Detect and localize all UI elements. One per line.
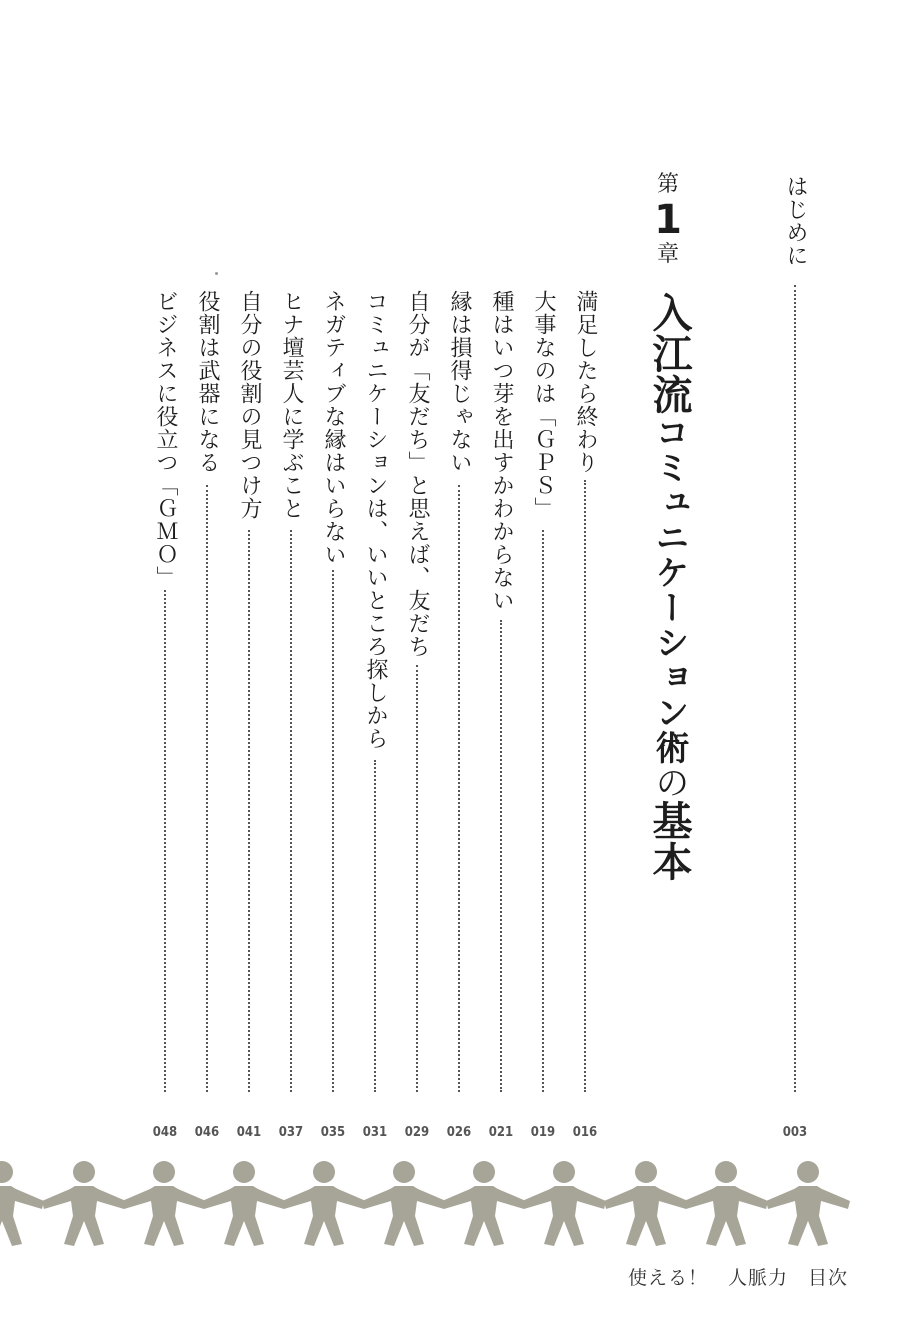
toc-entry[interactable] [316,290,350,1140]
page-number: 046 [194,1125,220,1140]
dotted-leader [584,480,586,1092]
dotted-leader [542,530,544,1092]
toc-entry[interactable] [232,290,266,1140]
page-number: 019 [530,1125,556,1140]
toc-entry-title: 大事なのは「ＧＰＳ」 [531,290,556,520]
chapter-title-part-b: コミュニケーション術 [649,415,689,765]
dotted-leader [500,620,502,1092]
toc-entry-title: 役割は武器になる [195,290,220,474]
person-figure-icon [282,1161,366,1246]
toc-entry[interactable] [568,290,602,1140]
toc-entry[interactable] [190,290,224,1140]
page-number: 037 [278,1125,304,1140]
toc-entry[interactable] [526,290,560,1140]
dotted-leader [248,530,250,1092]
toc-entry-title: 種はいつ芽を出すかわからない [489,290,514,612]
toc-entry-title: ヒナ壇芸人に学ぶこと [279,290,304,520]
chapter-title-part-c: の [649,765,689,800]
toc-entry[interactable] [358,290,392,1140]
dotted-leader [290,530,292,1092]
toc-entry[interactable] [442,290,476,1140]
dotted-leader [206,485,208,1092]
chapter-title [644,292,694,882]
toc-entry[interactable] [400,290,434,1140]
dotted-leader [164,590,166,1092]
person-figure-icon [684,1161,768,1246]
person-figure-icon [766,1161,850,1246]
chapter-title-part-a: 入江流 [646,292,692,415]
person-figure-icon [122,1161,206,1246]
dotted-leader [332,570,334,1092]
toc-entry-title: ネガティブな縁はいらない [321,290,346,566]
chapter-label [648,172,688,268]
toc-entry-title: ビジネスに役立つ「ＧＭＯ」 [153,290,178,589]
toc-entry-title: はじめに [783,175,808,267]
page-number: 003 [782,1125,808,1140]
dotted-leader [416,665,418,1092]
page-number: 031 [362,1125,388,1140]
toc-entry-intro[interactable] [778,175,812,1140]
person-figure-icon [0,1161,44,1246]
person-figure-icon [442,1161,526,1246]
person-figure-icon [604,1161,688,1246]
page-number: 035 [320,1125,346,1140]
toc-entry-title: 自分が「友だち」と思えば、友だち [405,290,430,658]
toc-entry[interactable] [484,290,518,1140]
dotted-leader [458,485,460,1092]
page-number: 026 [446,1125,472,1140]
page-number: 016 [572,1125,598,1140]
toc-entry-title: 縁は損得じゃない [447,290,472,474]
person-figure-icon [522,1161,606,1246]
chapter-label-suffix: 章 [656,242,679,267]
people-chain-illustration [0,1160,900,1250]
page-number: 041 [236,1125,262,1140]
toc-entry-title: 満足したら終わり [573,290,598,474]
toc-entry-title: 自分の役割の見つけ方 [237,290,262,520]
chapter-label-prefix: 第 [656,172,679,197]
toc-entry-title: コミュニケーションは、いいところ探しから [363,290,388,750]
page-number: 048 [152,1125,178,1140]
chapter-number: 1 [654,197,682,243]
person-figure-icon [362,1161,446,1246]
dotted-leader [374,760,376,1092]
toc-entry[interactable] [148,290,182,1140]
decorative-dot [215,272,218,275]
chapter-title-part-d: 基本 [646,800,692,882]
footer-running-title: 使える！ 人脈力 目次 [627,1267,848,1289]
dotted-leader [794,285,796,1092]
page-number: 029 [404,1125,430,1140]
toc-entry[interactable] [274,290,308,1140]
page-number: 021 [488,1125,514,1140]
person-figure-icon [42,1161,126,1246]
person-figure-icon [202,1161,286,1246]
